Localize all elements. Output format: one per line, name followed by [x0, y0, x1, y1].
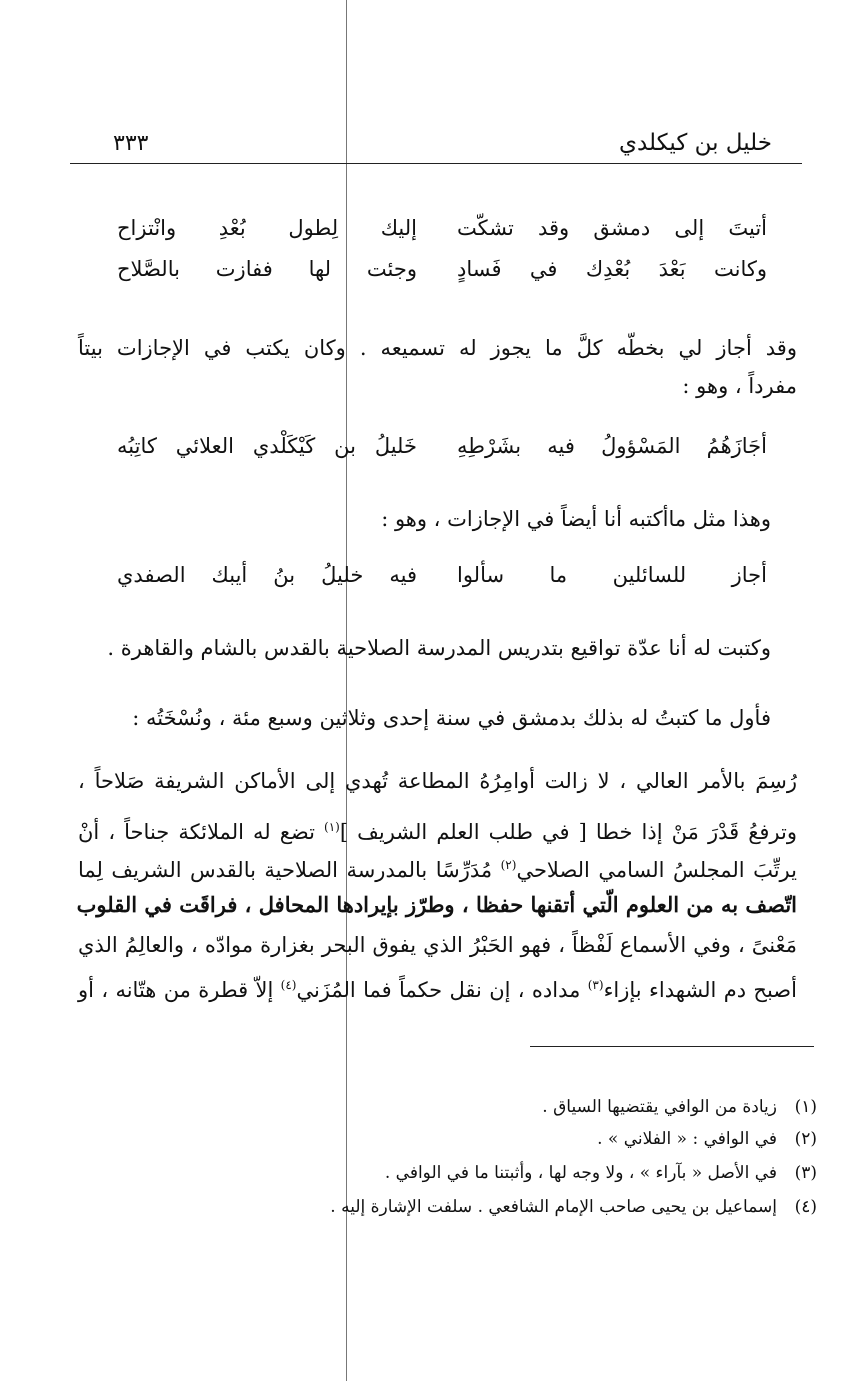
- running-header-title: خليل بن كيكلدي: [618, 130, 772, 156]
- decree-line: مَعْنىً ، وفي الأسماع لَفْظاً ، فهو الحَبْرُ الذي يفوق البحر بغزارة موادّه ، والعالِمُ الذي: [78, 933, 797, 957]
- decree-line: اتّصف به من العلوم الّتي أتقنها حفظا ، وطرّز بإيرادها المحافل ، فراقَت في القلوب: [76, 892, 797, 917]
- footnote-text: في الأصل « بآراء » ، ولا وجه لها ، وأثبتنا ما في الوافي .: [384, 1163, 777, 1183]
- footnote-mark: (٤): [280, 978, 297, 992]
- hemistich-first: أجاز للسائلين ما سألوا: [457, 563, 767, 587]
- footnote-text: في الوافي : « الفلاني » .: [597, 1129, 777, 1149]
- footnote-item: [597, 1126, 817, 1152]
- decree-segment: تضع له الملائكة جناحاً ، أنْ: [78, 820, 315, 844]
- decree-segment: أصبح دم الشهداء بإزاء: [603, 978, 797, 1002]
- decree-line: [78, 970, 797, 1005]
- decree-segment: يرتِّبَ المجلسُ السامي الصلاحي: [516, 858, 797, 882]
- page-number: ٣٣٣: [113, 131, 149, 156]
- hemistich-second: خَليلُ بن كَيْكَلْدي العلائي كاتِبُه: [117, 434, 417, 458]
- paragraph-line: وهذا مثل ماأكتبه أنا أيضاً في الإجازات ، وهو :: [381, 507, 771, 531]
- decree-segment: مُدَرِّسًا بالمدرسة الصلاحية بالقدس الشريف لِما: [78, 858, 493, 882]
- decree-line: [78, 812, 797, 847]
- page-fold-line: [346, 0, 347, 1381]
- footnote-mark: (٣): [587, 978, 604, 992]
- decree-segment: إلاّ قطرة من هتّانه ، أو: [78, 978, 274, 1002]
- footnote-text: زيادة من الوافي يقتضيها السياق .: [542, 1097, 777, 1117]
- poem-line: [0, 254, 867, 284]
- hemistich-second: وجئت لها ففازت بالصَّلاح: [117, 257, 417, 281]
- footnote-mark: (١): [324, 820, 340, 834]
- header-rule: [70, 163, 802, 164]
- hemistich-first: أجَازَهُمُ المَسْؤولُ فيه بشَرْطِهِ: [457, 434, 767, 458]
- hemistich-second: فيه خليلُ بنُ أيبك الصفدي: [117, 563, 417, 587]
- footnote-item: [330, 1194, 817, 1220]
- hemistich-second: إليك لِطول بُعْدِ وانْتزاح: [117, 216, 417, 240]
- footnote-number: (١): [794, 1097, 817, 1117]
- hemistich-first: وكانت بَعْدَ بُعْدِك في فَسادٍ: [457, 257, 767, 281]
- verse-line: [0, 431, 867, 461]
- footnote-rule: [530, 1046, 814, 1047]
- footnote-number: (٤): [794, 1197, 817, 1217]
- paragraph-line: وقد أجاز لي بخطّه كلَّ ما يجوز له تسميعه . وكان يكتب في الإجازات بيتاً: [78, 336, 797, 360]
- paragraph-line: فأول ما كتبتُ له بذلك بدمشق في سنة إحدى وثلاثين وسبع مئة ، ونُسْخَتُه :: [132, 706, 771, 730]
- footnote-text: إسماعيل بن يحيى صاحب الإمام الشافعي . سلفت الإشارة إليه .: [330, 1197, 777, 1217]
- decree-line: [78, 850, 797, 885]
- hemistich-first: أتيتَ إلى دمشق وقد تشكّت: [457, 216, 767, 240]
- footnote-mark: (٢): [500, 858, 517, 872]
- decree-segment: وترفعُ قَدْرَ مَنْ إذا خطا [ في طلب العلم الشريف ]: [339, 820, 797, 844]
- poem-line: [0, 213, 867, 243]
- footnote-number: (٢): [794, 1129, 817, 1149]
- footnote-item: [542, 1094, 817, 1120]
- decree-line: رُسِمَ بالأمر العالي ، لا زالت أوامِرُهُ المطاعة تُهدي إلى الأماكن الشريفة صَلاحاً ،: [78, 769, 797, 793]
- verse-line: [0, 560, 867, 590]
- decree-segment: مداده ، إن نقل حكماً فما المُزَني: [296, 978, 581, 1002]
- footnote-number: (٣): [794, 1163, 817, 1183]
- footnote-item: [385, 1160, 817, 1186]
- paragraph-line: مفرداً ، وهو :: [682, 374, 797, 398]
- paragraph-line: وكتبت له أنا عدّة تواقيع بتدريس المدرسة الصلاحية بالقدس بالشام والقاهرة .: [107, 636, 771, 660]
